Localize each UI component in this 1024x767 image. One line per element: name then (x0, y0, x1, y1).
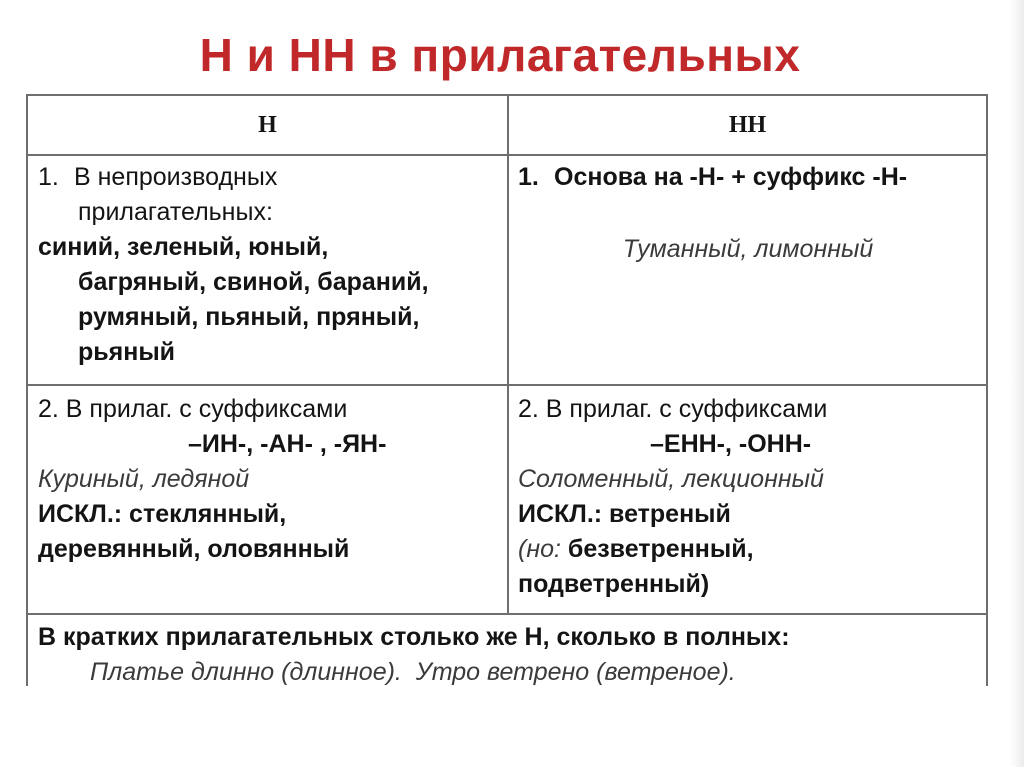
exceptions-line: ИСКЛ.: ветреный (518, 500, 731, 528)
example-sentences: Платье длинно (длинное). Утро ветрено (ветреное). (90, 658, 736, 686)
word-list-line: синий, зеленый, юный, (38, 233, 329, 261)
suffix-list: –ИН-, -АН- , -ЯН- (188, 430, 387, 458)
rule-heading: 1. Основа на -Н- + суффикс -Н- (518, 163, 908, 191)
row1-right-cell (518, 160, 978, 267)
example-words: Куриный, ледяной (38, 465, 250, 493)
rules-table (26, 94, 988, 686)
row-divider-header (28, 154, 986, 156)
row2-right-cell (518, 392, 978, 602)
exceptions-line: ИСКЛ.: стеклянный, (38, 500, 287, 528)
row3-cell (38, 620, 978, 686)
exceptions-line: деревянный, оловянный (38, 535, 350, 563)
exceptions-line: подветренный) (518, 570, 710, 598)
slide-title: Н и НН в прилагательных (199, 29, 801, 81)
word-list-line: румяный, пьяный, пряный, (78, 303, 420, 331)
row2-left-cell (38, 392, 503, 567)
rule-heading-cont: прилагательных: (78, 198, 273, 226)
example-words: Соломенный, лекционный (518, 465, 824, 493)
rule-heading: 2. В прилаг. с суффиксами (518, 395, 828, 423)
word-list-line: багряный, свиной, бараний, (78, 268, 429, 296)
row1-left-cell (38, 160, 503, 370)
rule-heading: 1. В непроизводных (38, 163, 278, 191)
header-label-nn: НН (728, 111, 767, 138)
word-list-line: рьяный (78, 338, 176, 366)
short-adjective-rule: В кратких прилагательных столько же Н, сколько в полных: (38, 623, 790, 651)
suffix-list: –ЕНН-, -ОНН- (650, 430, 812, 458)
rule-heading: 2. В прилаг. с суффиксами (38, 395, 348, 423)
exceptions-line: (но: безветренный, (518, 535, 754, 563)
column-divider-row2 (507, 384, 509, 615)
header-cell-n (28, 96, 507, 154)
example-words: Туманный, лимонный (622, 235, 874, 263)
slide-edge-shadow (1010, 0, 1024, 767)
header-cell-nn (509, 96, 986, 154)
header-label-n: Н (258, 111, 277, 138)
